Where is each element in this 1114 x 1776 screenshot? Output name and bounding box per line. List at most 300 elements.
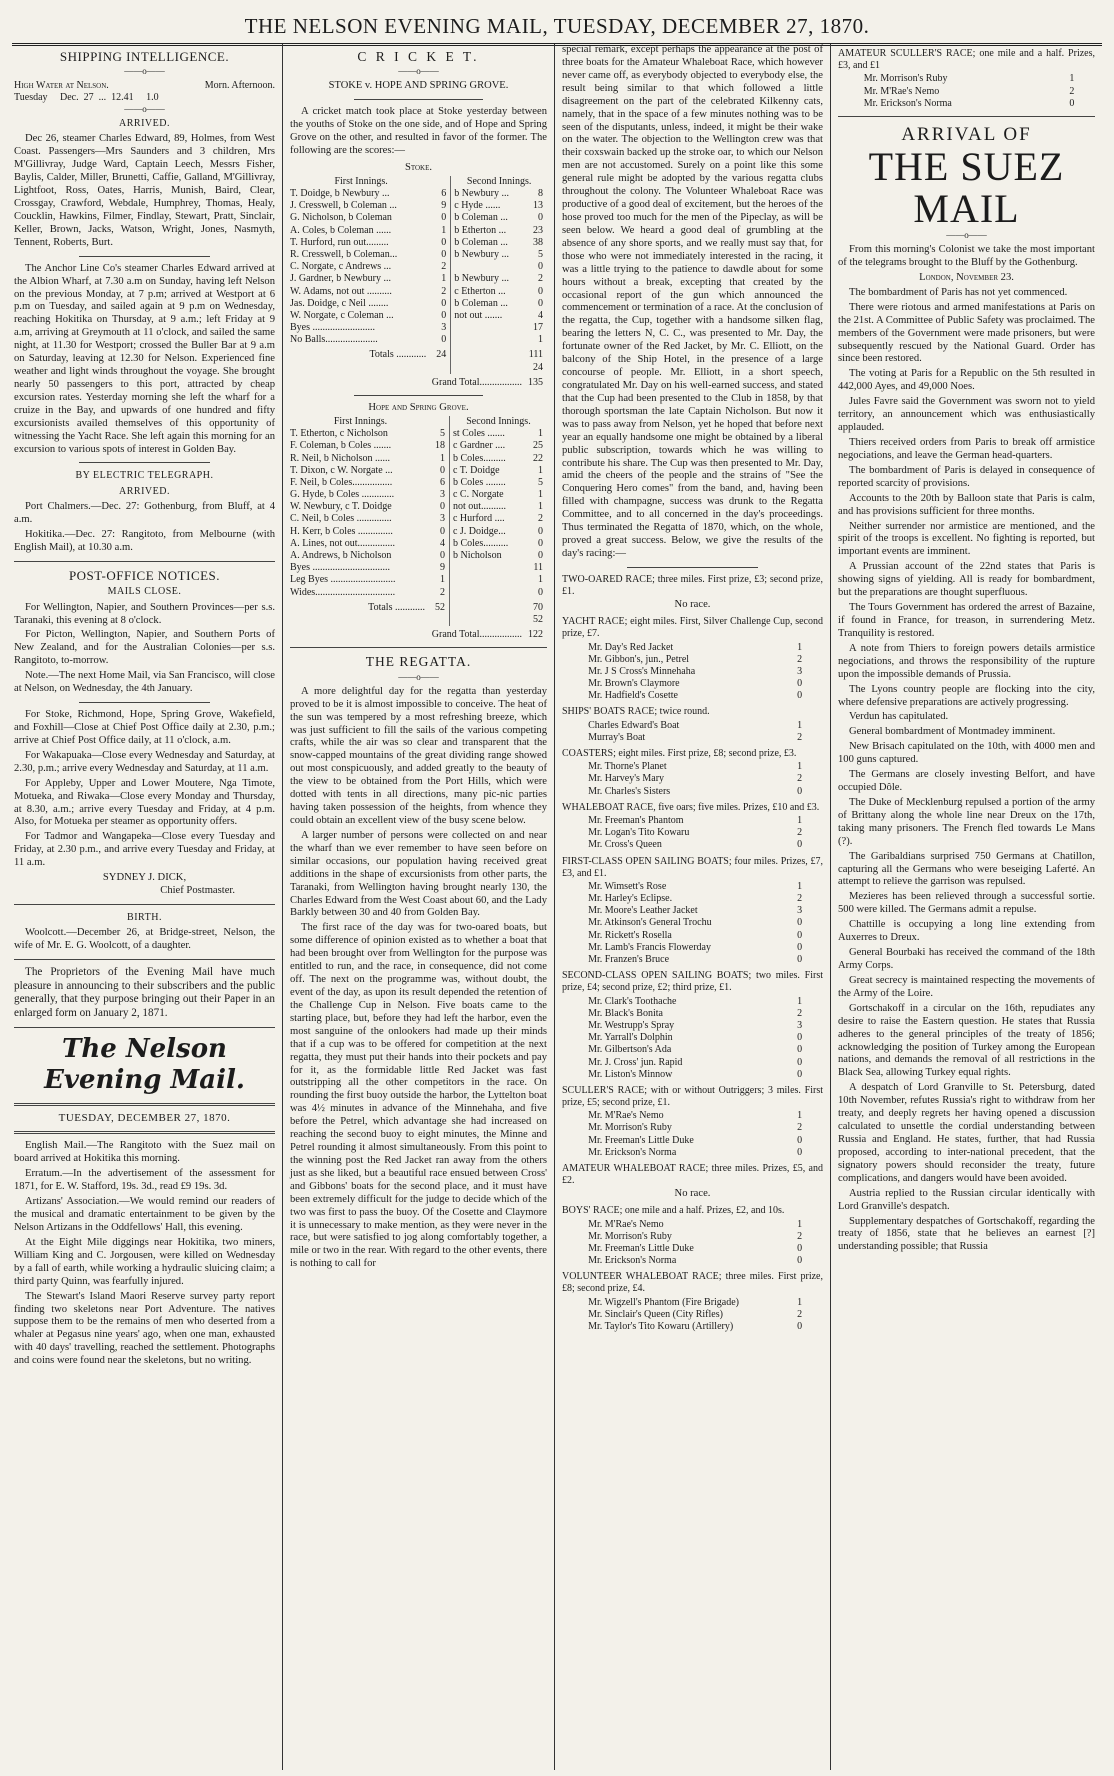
boat-place: 0 bbox=[797, 1146, 803, 1158]
hope-heading: Hope and Spring Grove. bbox=[368, 402, 469, 414]
regatta-para: A more delightful day for the regatta than yesterday proved to be it is almost impossible to conceive. The heat of the sun was tempered by a most refreshing breeze, which was just sufficient to fill the sails of the various competing crafts, while the air was so clear and transparent that the snow-capped mountains of the great dividing range showed out most conspicuously, and added greatly to the beauty of the view to be obtained from the Port Hills, which were dotted with tents in all directions, many pic-nic parties having taken possession of the heights, from whence they could obtain an excellent view of the busy scene below. bbox=[290, 685, 547, 826]
score-row bbox=[290, 286, 547, 298]
batsman-second bbox=[451, 261, 528, 273]
boat-place: 3 bbox=[797, 905, 803, 917]
boat-name: Murray's Boat bbox=[588, 731, 646, 743]
runs-second: 1 bbox=[538, 489, 543, 501]
race-row bbox=[588, 1243, 802, 1255]
boat-name: Mr. M'Rae's Nemo bbox=[588, 1218, 664, 1230]
ornament: ——o—— bbox=[946, 230, 987, 241]
runs-first: 0 bbox=[441, 236, 447, 248]
race-title: BOYS' RACE; one mile and a half. Prizes, £2, and 10s. bbox=[562, 1205, 785, 1217]
runs-first: 6 bbox=[441, 188, 447, 200]
batsman-first: A. Lines, not out............... bbox=[290, 537, 395, 549]
batsman-second: b Newbury ... bbox=[451, 188, 528, 200]
race-table bbox=[588, 881, 802, 966]
suez-telegram: There were riotous and armed manifestations at Paris on the 21st. A Committee of Public Safety was proclaimed. The members of the Government were made prisoners, but were subsequently rescued by the National Guard. Order has since been restored. bbox=[838, 301, 1095, 365]
suez-telegram: The Tours Government has ordered the arrest of Bazaine, if found in France, for treason, in surrendering Metz. Tranquility is restored. bbox=[838, 602, 1095, 639]
runs-second: 0 bbox=[538, 285, 543, 297]
hope-scorecard bbox=[290, 416, 547, 641]
race-row bbox=[588, 930, 802, 942]
batsman-first: Jas. Doidge, c Neil ........ bbox=[290, 297, 389, 309]
runs-first: 0 bbox=[439, 501, 445, 513]
totals-first: 52 bbox=[434, 601, 445, 613]
runs-second: 22 bbox=[533, 452, 543, 464]
regatta-para-cont: special remark, except perhaps the appearance at the post of three boats for the Amateur Whaleboat Race, which however never came off, as everybody objected to everybody else, the result being similar to that which followed a little disagreement on the part of the celebrated Kilkenny cats, namely, that in the space of a few minutes nothing was to be seen of the disputants, unless, indeed, it might be their wake on the water. The objection to the Wellington crew was that their coxswain backed up the stroke oar, to which our Nelson men are not accustomed. Surely on a point like this some general rule might be adopted by the various regatta clubs throughout the colony. The Volunteer Whaleboat Race was productive of a good deal of excitement, but the heroes of the hose proved too much for the men of the Pipeclay, as will be seen below. We heard a good deal of grumbling at the absence of any shore sports, and we really must say that, for those who were not immediately interested in the racing, it was a little trying to the patience to dawdle about for some hours without a break, excepting that created by the occasional report of the gun which announced the commencement or termination of a race. At the conclusion of the regatta, the Cup, together with a handsome silken flag, bearing the letters N, C. C., was presented to Mr. Day, the fortunate owner of the Red Jacket, by Mr. C. Elliott, on the balcony of the Ship Hotel, in the presence of a large concourse of people. Mr. Elliott, in a short speech, congratulated Mr. Day on his well-earned success, and stated that the Cup had been presented to the Club in 1858, by that thorough sportsman the late Captain Nicholson. But now it was to pass away from Nelson, yet he hoped that before next year an equally handsome one might be obtained by a liberal public subscription, towards which he was willing to contribute his share. The Cup was then presented to Mr. Day, amid the cheers of the people and the strains of "See the Conquering Hero comes" from the band, and, having been filled with champagne, success was drunk to the Regatta Committee, and to all concerned in the day's proceedings. Thus terminated the Regatta of 1870, which, on the whole, proved a great success. Below, we give the results of the day's racing:— bbox=[562, 44, 823, 559]
score-row bbox=[290, 273, 547, 285]
post-notice: For Stoke, Richmond, Hope, Spring Grove, Wakefield, and Foxhill—Close at Chief Post Office daily at 2.30, p.m.; arrive at Chief Post Office daily, at 11 o'clock, a.m. bbox=[14, 709, 275, 746]
batsman-first: A. Coles, b Coleman ...... bbox=[290, 224, 392, 236]
batsman-first: Wides................................ bbox=[290, 586, 396, 598]
batsman-second: b Etherton ... bbox=[451, 225, 528, 237]
boat-name: Mr. Cross's Queen bbox=[588, 839, 662, 851]
race-row bbox=[588, 827, 802, 839]
boat-name: Mr. Gibbon's, jun., Petrel bbox=[588, 653, 690, 665]
runs-first: 0 bbox=[441, 248, 447, 260]
race-row bbox=[864, 73, 1075, 85]
first-innings-label: First Innings. bbox=[333, 415, 388, 427]
batsman-second bbox=[451, 334, 528, 346]
boat-name: Mr. Lamb's Francis Flowerday bbox=[588, 941, 711, 953]
race-row bbox=[588, 1110, 802, 1122]
race-row bbox=[864, 98, 1075, 110]
suez-telegram: The bombardment of Paris is delayed in consequence of reported scarcity of provisions. bbox=[838, 464, 1095, 489]
boat-name: Mr. Gilbertson's Ada bbox=[588, 1044, 672, 1056]
race-table bbox=[588, 720, 802, 744]
batsman-first: W. Norgate, c Coleman ... bbox=[290, 309, 394, 321]
score-row bbox=[290, 310, 547, 322]
runs-second: 5 bbox=[538, 476, 543, 488]
runs-first: 0 bbox=[439, 525, 445, 537]
post-note: Note.—The next Home Mail, via San Francisco, will close at Nelson, on Wednesday, the 4th January. bbox=[14, 670, 275, 695]
divider bbox=[14, 1027, 275, 1028]
score-row bbox=[290, 526, 547, 538]
boat-place: 0 bbox=[797, 917, 803, 929]
race-row bbox=[588, 666, 802, 678]
arrived2-heading: ARRIVED. bbox=[119, 485, 170, 497]
boat-name: Mr. Thorne's Planet bbox=[588, 761, 667, 773]
column-2 bbox=[282, 44, 554, 1770]
race-row bbox=[588, 839, 802, 851]
race-table bbox=[588, 815, 802, 852]
race-title: AMATEUR WHALEBOAT RACE; three miles. Prizes, £5, and £2. bbox=[562, 1163, 823, 1187]
batsman-second bbox=[449, 562, 528, 574]
race-row bbox=[588, 1069, 802, 1081]
suez-telegram: Neither surrender nor armistice are mentioned, and the spirit of the troops is excellent. No fighting is reported, but important events are imminent. bbox=[838, 520, 1095, 558]
boat-place: 0 bbox=[797, 929, 803, 941]
batsman-second: b Newbury ... bbox=[451, 273, 528, 285]
score-row bbox=[290, 200, 547, 212]
batsman-first: J. Cresswell, b Coleman ... bbox=[290, 200, 397, 212]
boat-name: Mr. Morrison's Ruby bbox=[863, 73, 948, 85]
post-notice: For Wakapuaka—Close every Wednesday and Saturday, at 2.30, p.m.; arrive every Wednesday and Saturday, at 11 a.m. bbox=[14, 749, 275, 774]
score-row bbox=[290, 440, 547, 452]
runs-first: 2 bbox=[441, 285, 447, 297]
score-row bbox=[290, 538, 547, 550]
boat-name: Mr. Brown's Claymore bbox=[588, 678, 680, 690]
runs-first: 6 bbox=[439, 476, 445, 488]
suez-telegrams bbox=[838, 287, 1095, 1254]
runs-first: 0 bbox=[441, 297, 447, 309]
score-row bbox=[290, 212, 547, 224]
stoke-scorecard bbox=[290, 176, 547, 389]
boat-place: 3 bbox=[797, 1019, 803, 1031]
batsman-second: c J. Doidge... bbox=[449, 526, 528, 538]
batsman-second: b Newbury ... bbox=[451, 249, 528, 261]
shipping-title: SHIPPING INTELLIGENCE. bbox=[59, 49, 230, 64]
race-row bbox=[588, 893, 802, 905]
cricket-intro: A cricket match took place at Stoke yesterday between the youths of Stoke on the one side, and of Hope and Spring Grove on the other, and resulted in favor of the former. The following are the scores:— bbox=[290, 106, 547, 156]
runs-first: 9 bbox=[441, 200, 447, 212]
runs-first: 9 bbox=[439, 562, 445, 574]
score-row bbox=[290, 513, 547, 525]
suez-telegram: The Garibaldians surprised 750 Germans at Chatillon, capturing all the Germans who were beseiging Laferté. An attempt to relieve the garrison was repulsed. bbox=[838, 850, 1095, 888]
column-1 bbox=[12, 44, 282, 1770]
runs-second: 0 bbox=[538, 261, 543, 273]
race-title: TWO-OARED RACE; three miles. First prize, £3; second prize, £1. bbox=[562, 573, 823, 598]
runs-second: 11 bbox=[533, 562, 543, 574]
race-row bbox=[588, 773, 802, 785]
score-row bbox=[290, 550, 547, 562]
cricket-subtitle: STOKE v. HOPE AND SPRING GROVE. bbox=[328, 80, 509, 92]
suez-telegram: The Duke of Mecklenburg repulsed a portion of the army of Brittany along the whole line near Dreux on the 17th, taking many prisoners. The French fled towards Le Mans (?). bbox=[838, 796, 1095, 847]
score-row bbox=[290, 334, 547, 346]
divider bbox=[14, 904, 275, 905]
boat-name: Mr. Moore's Leather Jacket bbox=[588, 905, 698, 917]
totals-label: Totals ............ bbox=[368, 601, 425, 613]
race-row bbox=[588, 1135, 802, 1147]
regatta-para: A larger number of persons were collected on and near the wharf than we ever remember to have seen before on similar occasions, our population having received great additions in the shape of excursionists from other parts, the Taranaki, from Wellington having brought nearly 130, the Charles Edward from the West Coast about 60, and the Lady Barkly between 30 and 40 from Golden Bay. bbox=[290, 829, 547, 919]
batsman-first: Byes ......................... bbox=[290, 322, 375, 334]
batsman-first: No Balls..................... bbox=[290, 334, 378, 346]
runs-second: 1 bbox=[538, 428, 543, 440]
batsman-first: F. Coleman, b Coles ....... bbox=[290, 440, 392, 452]
grand-total: 122 bbox=[528, 629, 543, 641]
divider bbox=[79, 702, 210, 703]
boat-name: Mr. Freeman's Little Duke bbox=[588, 1134, 694, 1146]
boat-name: Mr. Taylor's Tito Kowaru (Artillery) bbox=[588, 1321, 734, 1333]
race-row bbox=[588, 678, 802, 690]
race-row bbox=[588, 690, 802, 702]
post-notice: For Picton, Wellington, Napier, and Southern Ports of New Zealand, and for the Australian Colonies—per s.s. Rangitoto, to-morrow. bbox=[14, 629, 275, 667]
suez-telegram: Jules Favre said the Government was sworn not to yield territory, an announcement which was enthusiastically applauded. bbox=[838, 396, 1095, 434]
boat-name: Mr. Freeman's Little Duke bbox=[588, 1242, 694, 1254]
totals-first: 24 bbox=[436, 349, 447, 361]
runs-first: 18 bbox=[434, 440, 445, 452]
boat-name: Mr. Clark's Toothache bbox=[588, 995, 677, 1007]
race-row bbox=[588, 732, 802, 744]
suez-telegram: The Germans are closely investing Belfort, and have occupied Dôle. bbox=[838, 769, 1095, 794]
suez-telegram: Great secrecy is maintained respecting the movements of the Army of the Loire. bbox=[838, 974, 1095, 999]
race-row bbox=[588, 905, 802, 917]
suez-telegram: The bombardment of Paris has not yet commenced. bbox=[849, 286, 1068, 298]
boat-place: 1 bbox=[797, 1110, 803, 1122]
suez-telegram: Chattille is occupying a long line extending from Auxerres to Dreux. bbox=[838, 919, 1095, 944]
regatta-para: The first race of the day was for two-oared boats, but some difference of opinion existed as to whether a boat that had been brought over from Wellington for the purpose was entitled to run, and the race, in consequence, did not come off. The next on the programme was, without doubt, the event of the day, as upon its result depended the retention of the Challenge Cup in Nelson. Five boats came to the starting place, but, before they had left the harbor, even the most sanguine of the onlookers had made up their minds that if a cup was to be offered for competition at the next regatta, they must put their hands into their pockets and pay for it, as the formidable little Red Jacket was fast outstripping all the other competitors in the race. On rounding the first buoy outside the harbor, the Lyttelton boat was 4½ minutes in advance of the Minnehaha, and five before the Petrel, which advantage she had increased on reaching the second buoy to eight minutes, the Minne and Petrel rounding it almost simultaneously. From this point to the winning post the Red Jacket ran away from the others just as she liked, but a beautiful race ensued between Cross' and Gibbons' boats for the second place, and it must have been extremely difficult for the judge to decide which of the two was first to pass the buoy. Of the Cosette and Claymore it is unnecessary to make mention, as they were never in the race, but were satisfied to jog along comfortably together, a mile or two in the rear. With regard to the other events, there is nothing to call for bbox=[290, 922, 547, 1270]
race-row bbox=[588, 654, 802, 666]
boat-name: Mr. Wimsett's Rose bbox=[588, 880, 667, 892]
runs-first: 3 bbox=[439, 513, 445, 525]
runs-second: 17 bbox=[533, 322, 543, 334]
suez-telegram: Gortschakoff in a circular on the 16th, repudiates any desire to raise the Eastern question. He states that Russia adheres to the general principles of the treaty of 1856; acknowledging the position of Turkey among the European nations, and demands the removal of all restrictions in the Black Sea, allowing Turkey equal rights. bbox=[838, 1002, 1095, 1079]
boat-place: 2 bbox=[797, 1122, 803, 1134]
batsman-first: G. Hyde, b Coles ............. bbox=[290, 489, 395, 501]
score-row bbox=[290, 453, 547, 465]
ornament: ——o—— bbox=[124, 65, 165, 76]
score-row bbox=[290, 237, 547, 249]
runs-first: 0 bbox=[439, 464, 445, 476]
race-title: SHIPS' BOATS RACE; twice round. bbox=[562, 706, 710, 718]
suez-intro: From this morning's Colonist we take the most important of the telegrams brought to the Bluff by the Gothenburg. bbox=[838, 244, 1095, 268]
batsman-first: T. Doidge, b Newbury ... bbox=[290, 188, 390, 200]
race-row bbox=[588, 786, 802, 798]
boat-place: 0 bbox=[797, 1044, 803, 1056]
suez-telegram: General Bourbaki has received the command of the 18th Army Corps. bbox=[838, 947, 1095, 972]
stoke-heading: Stoke. bbox=[404, 161, 433, 173]
runs-first: 0 bbox=[439, 550, 445, 562]
race-table bbox=[588, 996, 802, 1081]
runs-first: 4 bbox=[439, 537, 445, 549]
score-row bbox=[290, 261, 547, 273]
batsman-second: c Hurford .... bbox=[449, 513, 528, 525]
score-row bbox=[290, 562, 547, 574]
telegraph-heading: BY ELECTRIC TELEGRAPH. bbox=[75, 470, 214, 482]
boat-name: Mr. Morrison's Ruby bbox=[588, 1230, 672, 1242]
score-row bbox=[290, 249, 547, 261]
boat-place: 2 bbox=[797, 1230, 803, 1242]
grand-total: 135 bbox=[528, 376, 543, 388]
score-row bbox=[290, 489, 547, 501]
suez-telegram: Austria replied to the Russian circular identically with Lord Granville's despatch. bbox=[838, 1187, 1095, 1212]
batsman-second: not out ....... bbox=[451, 310, 528, 322]
score-row bbox=[290, 225, 547, 237]
batsman-second: b Nicholson bbox=[449, 550, 528, 562]
runs-first: 1 bbox=[439, 452, 445, 464]
batsman-second: b Coles ........ bbox=[449, 477, 528, 489]
port-chalmers-text: Port Chalmers.—Dec. 27: Gothenburg, from Bluff, at 4 a.m. bbox=[14, 500, 275, 525]
suez-telegram: Verdun has capitulated. bbox=[849, 711, 949, 723]
column-4 bbox=[830, 44, 1102, 1770]
runs-first: 0 bbox=[441, 334, 447, 346]
runs-first: 1 bbox=[441, 224, 447, 236]
suez-telegram: Accounts to the 20th by Balloon state that Paris is calm, and has provisions sufficient for three months. bbox=[838, 492, 1095, 517]
runs-second: 38 bbox=[533, 236, 543, 248]
divider bbox=[14, 1131, 275, 1134]
race-title: WHALEBOAT RACE, five oars; five miles. Prizes, £10 and £3. bbox=[562, 801, 820, 813]
runs-second: 25 bbox=[533, 440, 543, 452]
boat-place: 3 bbox=[797, 665, 803, 677]
score-row bbox=[290, 587, 547, 599]
boat-place: 0 bbox=[797, 1321, 803, 1333]
suez-telegram: Thiers received orders from Paris to break off armistice negociations, and leave the German head-quarters. bbox=[838, 436, 1095, 461]
local-item: Erratum.—In the advertisement of the assessment for 1871, for E. W. Stafford, 19s. 3d., read £9 19s. 3d. bbox=[14, 1168, 275, 1193]
batsman-first: F. Neil, b Coles................ bbox=[290, 476, 393, 488]
batsman-second: c Etherton ... bbox=[451, 286, 528, 298]
totals-label: Totals ............ bbox=[369, 349, 427, 361]
batsman-first: R. Neil, b Nicholson ...... bbox=[290, 452, 390, 464]
race-results bbox=[562, 567, 823, 1333]
boat-place: 2 bbox=[797, 731, 803, 743]
tide-cols: Morn. Afternoon. bbox=[204, 79, 275, 91]
ornament: ——o—— bbox=[124, 104, 165, 115]
batsman-second bbox=[449, 587, 528, 599]
boat-place: 0 bbox=[797, 941, 803, 953]
boat-name: Mr. Freeman's Phantom bbox=[588, 814, 684, 826]
suez-telegram: A despatch of Lord Granville to St. Petersburg, dated 10th November, refutes Russia's right to withdraw from her treaty, and deeply regrets her having opened a discussion calculated to unsettle the cordial understanding between Russia and England. He states, further, that had Russia proposed, according to inter-national precedent, that the signatory powers should reconsider the treaty, future complications, and dangers would have been avoided. bbox=[838, 1082, 1095, 1184]
boat-name: Mr. Rickett's Rosella bbox=[588, 929, 672, 941]
batsman-second: b Coleman ... bbox=[451, 237, 528, 249]
nameplate: The Nelson Evening Mail. bbox=[44, 1033, 245, 1096]
boat-name: Mr. Erickson's Norma bbox=[863, 97, 952, 109]
runs-second: 0 bbox=[538, 537, 543, 549]
suez-dateline: London, November 23. bbox=[919, 271, 1014, 283]
suez-telegram: New Brisach capitulated on the 10th, with 4000 men and 100 guns captured. bbox=[838, 741, 1095, 766]
race-row bbox=[588, 720, 802, 732]
boat-place: 0 bbox=[797, 1134, 803, 1146]
suez-telegram: Supplementary despatches of Gortschakoff, regarding the treaty of 1856, state that he believes an earnest [?] understanding possible; that Russia bbox=[838, 1215, 1095, 1253]
boat-name: Mr. M'Rae's Nemo bbox=[863, 85, 940, 97]
divider bbox=[354, 99, 483, 100]
second-innings-label: Second Innings. bbox=[449, 416, 547, 428]
boat-name: Mr. Wigzell's Phantom (Fire Brigade) bbox=[588, 1296, 740, 1308]
boat-name: Mr. J. Cross' jun. Rapid bbox=[588, 1056, 683, 1068]
boat-place: 1 bbox=[797, 761, 803, 773]
race-row bbox=[588, 1147, 802, 1159]
divider bbox=[627, 567, 758, 568]
batsman-first: W. Adams, not out .......... bbox=[290, 285, 392, 297]
race-title: YACHT RACE; eight miles. First, Silver Challenge Cup, second prize, £7. bbox=[562, 616, 823, 640]
suez-telegram: General bombardment of Montmadey imminent. bbox=[849, 726, 1056, 738]
runs-second: 5 bbox=[538, 248, 543, 260]
boat-name: Mr. M'Rae's Nemo bbox=[588, 1110, 664, 1122]
score-row bbox=[290, 188, 547, 200]
batsman-first: G. Nicholson, b Coleman bbox=[290, 212, 392, 224]
runs-second: 1 bbox=[538, 574, 543, 586]
runs-second: 2 bbox=[538, 513, 543, 525]
boat-place: 0 bbox=[797, 690, 803, 702]
divider bbox=[79, 462, 210, 463]
carry-total: 52 bbox=[533, 613, 543, 625]
race-row bbox=[588, 1122, 802, 1134]
race-row bbox=[864, 86, 1075, 98]
boat-place: 0 bbox=[797, 1032, 803, 1044]
boat-place: 0 bbox=[797, 678, 803, 690]
race-row bbox=[588, 917, 802, 929]
boat-place: 2 bbox=[1069, 85, 1075, 97]
race-row bbox=[588, 1231, 802, 1243]
totals-second: 111 bbox=[528, 349, 543, 361]
boat-place: 2 bbox=[797, 827, 803, 839]
race-row bbox=[588, 1020, 802, 1032]
tide-row: Tuesday Dec. 27 ... 12.41 1.0 bbox=[14, 92, 159, 104]
batsman-second: c Hyde ...... bbox=[451, 200, 528, 212]
boat-name: Mr. Liston's Minnow bbox=[588, 1068, 673, 1080]
score-row bbox=[290, 298, 547, 310]
runs-second: 0 bbox=[538, 212, 543, 224]
boat-place: 0 bbox=[797, 785, 803, 797]
boat-name: Mr. Atkinson's General Trochu bbox=[588, 917, 712, 929]
local-item: English Mail.—The Rangitoto with the Suez mail on board arrived at Hokitika this morning. bbox=[14, 1140, 275, 1165]
boat-name: Mr. Hadfield's Cosette bbox=[588, 690, 678, 702]
batsman-second: st Coles ....... bbox=[449, 428, 528, 440]
runs-first: 1 bbox=[439, 574, 445, 586]
race-table bbox=[588, 1110, 802, 1159]
arrival-of: ARRIVAL OF bbox=[901, 123, 1032, 145]
divider bbox=[354, 395, 483, 396]
birth-text: Woolcott.—December 26, at Bridge-street, Nelson, the wife of Mr. E. G. Woolcott, of a daughter. bbox=[14, 927, 275, 952]
batsman-second: c Gardner .... bbox=[449, 440, 528, 452]
first-innings-label: First Innings. bbox=[334, 175, 388, 187]
batsman-second: b Coles......... bbox=[449, 453, 528, 465]
race-table bbox=[588, 1297, 802, 1334]
batsman-second: c C. Norgate bbox=[449, 489, 528, 501]
grand-total-label: Grand Total................. bbox=[431, 629, 522, 641]
score-row bbox=[290, 428, 547, 440]
race-title: SCULLER'S RACE; with or without Outriggers; 3 miles. First prize, £5; second prize, £1. bbox=[562, 1084, 823, 1109]
anchor-line-text: The Anchor Line Co's steamer Charles Edward arrived at the Albion Wharf, at 7.30 a.m on Sunday, having left Nelson on the previous Monday, at 7 p.m; arrived at Westport at 6 p.m on Tuesday, and sailed again at 9 p.m on Wednesday, reaching Hokitika on Thursday, at 9 a.m.; left Friday at 9 a.m, arriving at Greymouth at 11 o'clock, and sailed the same night, at 11.30 for Westport; crossed the Buller Bar at 9 a.m on Saturday, leaving at 12.30 for Nelson. Experienced fine weather and light winds throughout the voyage. She brought nearly 50 passengers to this port, attracted by cheap excursion rates. Yesterday morning she left the wharf for a cruize in the Bay, and upwards of one hundred and fifty excursionists availed themselves of this opportunity of witnessing the Yacht Race. She left again this morning for an excursion to various spots of interest in Golden Bay. bbox=[14, 262, 275, 455]
boat-name: Mr. Harley's Eclipse. bbox=[588, 893, 673, 905]
runs-first: 0 bbox=[441, 212, 447, 224]
race-row bbox=[588, 1032, 802, 1044]
boat-place: 1 bbox=[797, 719, 803, 731]
tide-label: High Water at Nelson. bbox=[14, 79, 109, 91]
boat-place: 0 bbox=[797, 1255, 803, 1267]
race-row bbox=[588, 1008, 802, 1020]
boat-place: 1 bbox=[797, 995, 803, 1007]
race-row bbox=[588, 881, 802, 893]
boat-place: 0 bbox=[797, 1068, 803, 1080]
batsman-first: A. Andrews, b Nicholson bbox=[290, 550, 392, 562]
totals-second: 70 bbox=[533, 601, 543, 613]
ornament: ——o—— bbox=[398, 671, 439, 682]
boat-place: 1 bbox=[1069, 73, 1075, 85]
batsman-second bbox=[451, 322, 528, 334]
arrived-text: Dec 26, steamer Charles Edward, 89, Holmes, from West Coast. Passengers—Mrs Saunders and 3 children, Mrs M'Gillivray, Judge Ward, Captain Leech, Messrs Fisher, Baylis, Calder, Miller, Brunetti, Caffie, Galland, M'Gillivray, Lightfoot, Ross, Oates, Harris, Munish, Baird, Clear, Crossgay, Crawford, Webdale, Humphrey, Thomas, Healy, Coucklin, Hawkins, Filmer, Findlay, Stewart, Pratt, Sinclair, Keller, Brown, Jacks, Watson, Wright, Jones, Nasmyth, Tennent, Roberts, Burt. bbox=[14, 133, 275, 248]
race-row bbox=[588, 1057, 802, 1069]
boat-place: 0 bbox=[797, 1056, 803, 1068]
birth-heading: BIRTH. bbox=[127, 911, 162, 923]
hokitika-text: Hokitika.—Dec. 27: Rangitoto, from Melbourne (with English Mail), at 10.30 a.m. bbox=[14, 528, 275, 553]
divider bbox=[14, 959, 275, 960]
boat-place: 1 bbox=[797, 880, 803, 892]
masthead: THE NELSON EVENING MAIL, TUESDAY, DECEMBER 27, 1870. bbox=[244, 14, 870, 38]
race-note: No race. bbox=[674, 1188, 711, 1200]
local-item: At the Eight Mile diggings near Hokitika, two miners, William King and C. Jorgousen, were killed on Wednesday by a fall of earth, while working a hydraulic sluicing claim; a third party Quinn, was fearfully injured. bbox=[14, 1236, 275, 1287]
boat-name: Mr. Westrupp's Spray bbox=[588, 1019, 675, 1031]
proprietors-notice: The Proprietors of the Evening Mail have much pleasure in announcing to their subscribers and the public generally, that they purpose bringing out their Paper in an enlarged form on January 2, 1871. bbox=[14, 965, 275, 1019]
boat-place: 1 bbox=[797, 1296, 803, 1308]
score-row bbox=[290, 322, 547, 334]
regatta-title: THE REGATTA. bbox=[365, 654, 472, 670]
boat-place: 0 bbox=[797, 839, 803, 851]
race-row bbox=[588, 1255, 802, 1267]
boat-name: Mr. Yarrall's Dolphin bbox=[588, 1032, 673, 1044]
boat-name: Mr. J S Cross's Minnehaha bbox=[588, 665, 696, 677]
boat-name: Mr. Logan's Tito Kowaru bbox=[588, 827, 690, 839]
batsman-first: W. Newbury, c T. Doidge bbox=[290, 501, 392, 513]
post-notice: For Appleby, Upper and Lower Moutere, Nga Timote, Motueka, and Riwaka—Close every Monday and Thursday, at 8.30, a.m.; arrive every Tuesday and Friday, at 4 p.m. Also, for Motueka per steamer as opportunity offers. bbox=[14, 777, 275, 828]
boat-name: Mr. Erickson's Norma bbox=[588, 1146, 677, 1158]
race-title: COASTERS; eight miles. First prize, £8; second prize, £3. bbox=[562, 748, 797, 760]
batsman-second: not out.......... bbox=[449, 501, 528, 513]
boat-place: 1 bbox=[797, 641, 803, 653]
runs-second: 1 bbox=[538, 464, 543, 476]
boat-name: Mr. Charles's Sisters bbox=[588, 785, 671, 797]
divider bbox=[290, 647, 547, 648]
runs-second: 4 bbox=[538, 309, 543, 321]
boat-name: Mr. Black's Bonita bbox=[588, 1007, 663, 1019]
batsman-first: T. Hurford, run out......... bbox=[290, 236, 389, 248]
